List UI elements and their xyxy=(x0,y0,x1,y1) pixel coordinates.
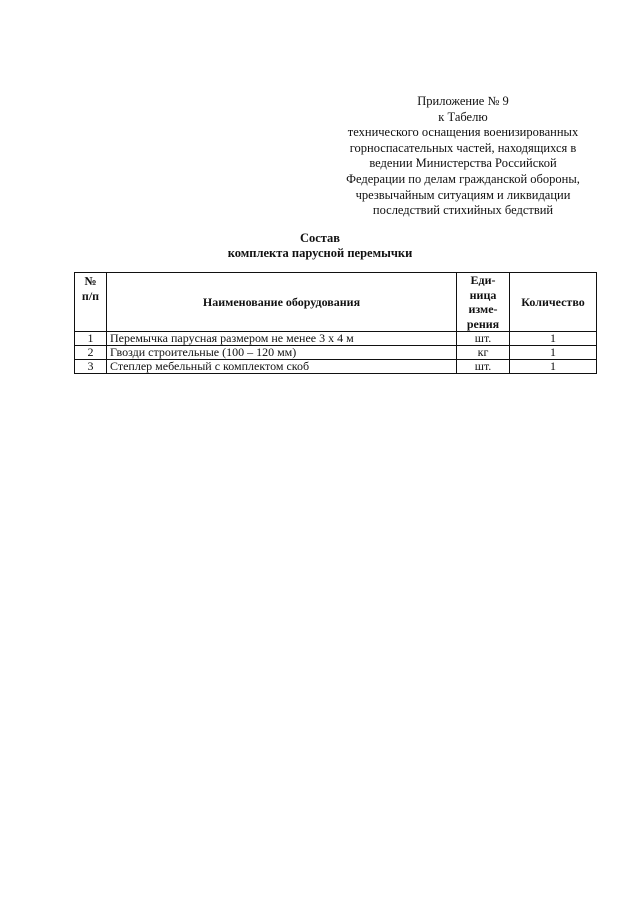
header-unit xyxy=(457,273,510,332)
row-quantity: 1 xyxy=(510,346,597,360)
appendix-header xyxy=(318,94,608,219)
header-name: Наименование оборудования xyxy=(107,273,457,332)
header-number-line: № xyxy=(84,274,97,288)
row-quantity: 1 xyxy=(510,360,597,374)
header-unit-line: Еди- xyxy=(470,273,496,287)
table-header-row xyxy=(75,273,597,332)
header-unit-line: рения xyxy=(466,316,500,331)
title-line-1: Состав xyxy=(299,231,341,245)
table-row xyxy=(75,346,597,360)
table-row xyxy=(75,360,597,374)
header-number xyxy=(75,273,107,332)
row-number: 2 xyxy=(75,346,107,360)
document-title xyxy=(0,231,640,261)
title-line-2: комплекта парусной перемычки xyxy=(227,246,413,260)
appendix-line: чрезвычайным ситуациям и ликвидации xyxy=(355,187,571,202)
table-row xyxy=(75,332,597,346)
appendix-line: последствий стихийных бедствий xyxy=(372,203,554,218)
row-number: 3 xyxy=(75,360,107,374)
row-unit: шт. xyxy=(457,332,510,346)
appendix-line: к Табелю xyxy=(438,109,488,124)
row-unit: кг xyxy=(457,346,510,360)
header-unit-line: ница xyxy=(469,287,497,302)
appendix-line: Федерации по делам гражданской обороны, xyxy=(346,171,580,186)
header-quantity: Количество xyxy=(510,273,597,332)
equipment-table xyxy=(74,272,597,374)
row-name: Гвозди строительные (100 – 120 мм) xyxy=(107,346,457,360)
header-unit-line: изме- xyxy=(468,302,498,316)
appendix-line: Приложение № 9 xyxy=(417,94,509,108)
row-unit: шт. xyxy=(457,360,510,374)
appendix-line: ведении Министерства Российской xyxy=(369,156,557,171)
header-number-line: п/п xyxy=(81,288,100,303)
row-name: Степлер мебельный с комплектом скоб xyxy=(107,360,457,374)
appendix-line: технического оснащения военизированных xyxy=(347,125,579,140)
row-name: Перемычка парусная размером не менее 3 х 4 м xyxy=(107,332,457,346)
row-number: 1 xyxy=(75,332,107,346)
row-quantity: 1 xyxy=(510,332,597,346)
appendix-line: горноспасательных частей, находящихся в xyxy=(349,140,577,155)
